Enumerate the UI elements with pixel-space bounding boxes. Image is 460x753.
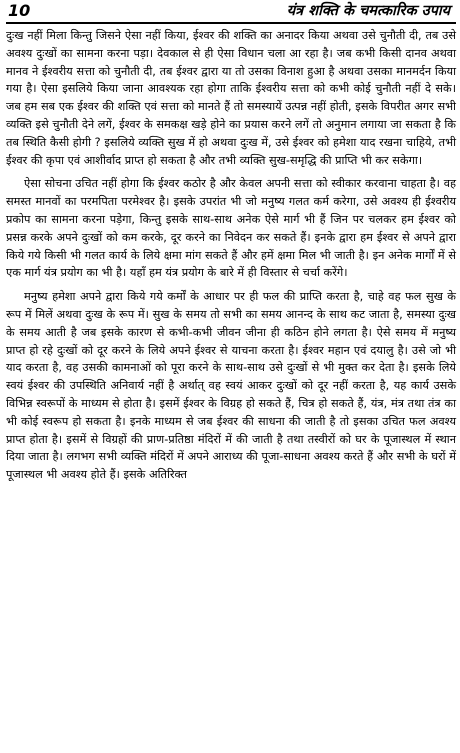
- body-text: [6, 27, 456, 484]
- paragraph-2: ऐसा सोचना उचित नहीं होगा कि ईश्वर कठोर है और केवल अपनी सत्ता को स्वीकार करवाना चाहता है। वह समस्त मानवों का परमपिता परमेश्वर है। इसके उपरांत भी जो मनुष्य गलत कर्म करेगा, उसे अवश्य ही ईश्वरीय प्रकोप का सामना करना पड़ेगा, किन्तु इसके साथ-साथ अनेक ऐसे मार्ग भी हैं जिन पर चलकर हम ईश्वर को प्रसन्न करके अपने दुःखों को कम करके, दूर करने का निवेदन कर सकते हैं। इनके द्वारा हम ईश्वर से अपने द्वारा किये गये किसी भी गलत कार्य के लिये क्षमा मांग सकते हैं और हमें क्षमा मिल भी जाती है। इन अनेक मार्गों में से एक मार्ग यंत्र प्रयोग का भी है। यहाँ हम यंत्र प्रयोग के बारे में ही विस्तार से चर्चा करेंगे।: [6, 177, 456, 280]
- page-header: [6, 0, 456, 22]
- page-number: 10: [8, 1, 31, 20]
- paragraph-1: दुःख नहीं मिला किन्तु जिसने ऐसा नहीं किया, ईश्वर की शक्ति का अनादर किया अथवा उसे चुनौती दी, तब उसे अवश्य दुःखों का सामना करना पड़ा। देवकाल से ही ऐसा विधान चला आ रहा है। जब कभी किसी दानव अथवा मानव ने ईश्वरीय सत्ता को चुनौती दी, तब ईश्वर द्वारा या तो उसका विनाश हुआ है अथवा उसका मानमर्दन किया गया है। ऐसा इसलिये किया जाना आवश्यक रहा होगा ताकि ईश्वरीय सत्ता को कभी कोई चुनौती नहीं दे सके। जब हम सब एक ईश्वर की शक्ति एवं सत्ता को मानते हैं तो समस्यायें उत्पन्न नहीं होती, इसके विपरीत अगर सभी व्यक्ति इसे चुनौती देने लगें, ईश्वर के समकक्ष खड़े होने का प्रयास करने लगें तो अनुमान लगाया जा सकता है कि तब स्थिति कैसी होगी ? इसलिये व्यक्ति सुख में हो अथवा दुःख में, उसे ईश्वर को हमेशा याद रखना चाहिये, तभी ईश्वर की कृपा एवं आशीर्वाद प्राप्त हो सकता है और तभी व्यक्ति सुख-समृद्धि की प्राप्ति भी कर सकेगा।: [6, 29, 456, 167]
- paragraph-3: मनुष्य हमेशा अपने द्वारा किये गये कर्मों के आधार पर ही फल की प्राप्ति करता है, चाहे वह फल सुख के रूप में मिलें अथवा दुःख के रूप में। सुख के समय तो सभी का समय आनन्द के साथ कट जाता है, समस्या दुःख के समय आती है जब इसके कारण से कभी-कभी जीवन जीना ही कठिन होने लगता है। ऐसे समय में मनुष्य प्राप्त हो रहे दुःखों को दूर करने के लिये अपने ईश्वर से याचना करता है। ईश्वर महान एवं दयालु है। उसे जो भी याद करता है, वह उसकी कामनाओं को पूरा करने के साथ-साथ उसे दुःखों से भी मुक्त कर देता है। इसके लिये स्वयं ईश्वर की उपस्थिति अनिवार्य नहीं है अर्थात् वह स्वयं आकर दुःखों को दूर नहीं करता है, यह कार्य उसके विभिन्न स्वरूपों के माध्यम से होता है। इसमें ईश्वर के विग्रह हो सकते हैं, चित्र हो सकते हैं, यंत्र, मंत्र तथा तंत्र का भी कोई स्वरूप हो सकता है। इनके माध्यम से जब ईश्वर की साधना की जाती है तो इसका उचित फल अवश्य प्राप्त होता है। इसमें से विग्रहों की प्राण-प्रतिष्ठा मंदिरों में की जाती है तथा तस्वीरों को घर के पूजास्थल में स्थान दिया जाता है। लगभग सभी व्यक्ति मंदिरों में अपने आराध्य की पूजा-साधना अवश्य करते हैं और सभी के घरों में पूजास्थल भी अवश्य होते हैं। इसके अतिरिक्त: [6, 290, 456, 482]
- header-rule: [6, 22, 456, 24]
- running-title: यंत्र शक्ति के चमत्कारिक उपाय: [286, 3, 450, 19]
